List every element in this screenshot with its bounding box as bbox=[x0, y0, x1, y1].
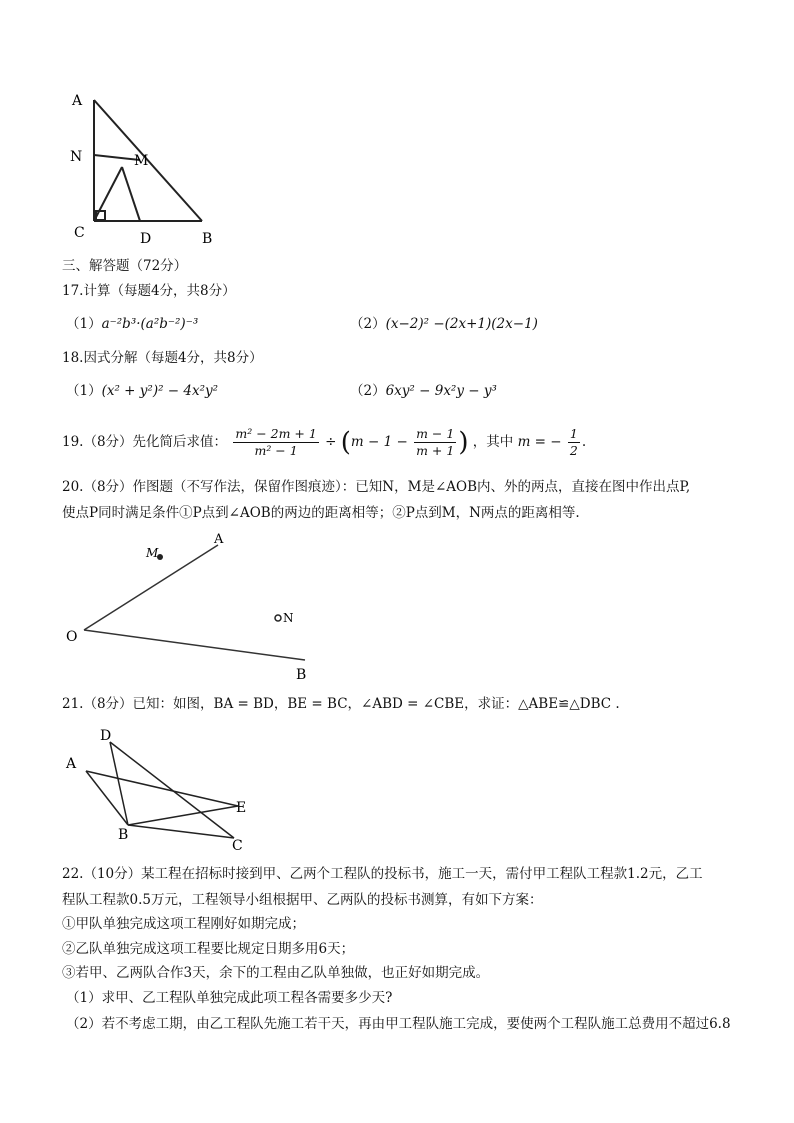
fig21-label-A: A bbox=[66, 756, 77, 772]
q19-f3-num: 1 bbox=[569, 426, 578, 441]
label-M: M bbox=[134, 153, 149, 169]
q18-head: 18.因式分解（每题4分，共8分） bbox=[62, 350, 263, 366]
fig21-label-C: C bbox=[232, 838, 243, 854]
label-N: N bbox=[70, 149, 83, 165]
q19-div: ÷ bbox=[325, 434, 337, 450]
q17-p1-label: （1） bbox=[66, 316, 102, 332]
fig20-label-A: A bbox=[214, 532, 224, 547]
q22-line2: 程队工程款0.5万元，工程领导小组根据甲、乙两队的投标书测算，有如下方案： bbox=[62, 892, 543, 908]
q17-head: 17.计算（每题4分，共8分） bbox=[62, 283, 236, 299]
q22-line7: （2）若不考虑工期，由乙工程队先施工若干天，再由甲工程队施工完成，要使两个工程队施工总费用不超过6.8 bbox=[66, 1016, 731, 1032]
q18-p2-expr: 6xy² − 9x²y − y³ bbox=[385, 383, 497, 399]
q19-f2-den: m + 1 bbox=[416, 443, 455, 458]
q20-line2: 使点P同时满足条件①P点到∠AOB的两边的距离相等；②P点到M，N两点的距离相等. bbox=[62, 505, 580, 521]
q19-fraction-1 bbox=[233, 426, 318, 459]
fig20-label-B: B bbox=[296, 667, 307, 683]
q17-part1 bbox=[66, 314, 198, 334]
q19-fraction-2 bbox=[414, 426, 456, 459]
q22-line5: ③若甲、乙两队合作3天，余下的工程由乙队单独做，也正好如期完成。 bbox=[62, 965, 490, 981]
q17-p2-label: （2） bbox=[350, 316, 386, 332]
fig20-label-M: M bbox=[146, 546, 159, 560]
q22-line1: 22.（10分）某工程在招标时接到甲、乙两个工程队的投标书，施工一天，需付甲工程队工程款1.2元，乙工 bbox=[62, 866, 703, 882]
section-header: 三、解答题（72分） bbox=[62, 258, 188, 274]
q19-f3-den: 2 bbox=[569, 443, 578, 458]
q19-f1-num: m² − 2m + 1 bbox=[235, 426, 317, 441]
fig21-label-D: D bbox=[100, 728, 112, 744]
triangles-figure bbox=[60, 722, 260, 854]
fig20-label-N: N bbox=[283, 611, 294, 625]
q19-mid: m − 1 − bbox=[350, 434, 408, 450]
q19-paren-left: ( bbox=[340, 427, 351, 458]
q19-m-eq: m = − bbox=[517, 434, 562, 450]
fig21-label-E: E bbox=[236, 800, 247, 816]
q18-part2 bbox=[350, 381, 497, 401]
q20-line1: 20.（8分）作图题（不写作法，保留作图痕迹）：已知N，M是∠AOB内、外的两点，直接在图中作出点P, bbox=[62, 479, 691, 495]
label-B: B bbox=[202, 231, 213, 247]
label-A: A bbox=[72, 93, 83, 109]
q18-p2-label: （2） bbox=[350, 383, 386, 399]
q21-line1: 21.（8分）已知：如图，BA = BD，BE = BC，∠ABD = ∠CBE，求证：△ABE≌△DBC . bbox=[62, 696, 620, 712]
q17-part2 bbox=[350, 314, 538, 334]
q18-p1-expr: (x² + y²)² − 4x²y² bbox=[101, 383, 219, 399]
q22-line3: ①甲队单独完成这项工程刚好如期完成； bbox=[62, 916, 305, 932]
q19-paren-right: ) bbox=[458, 427, 469, 458]
q19-where: ，其中 bbox=[472, 434, 514, 450]
q18-p1-label: （1） bbox=[66, 383, 102, 399]
angle-aob-figure bbox=[60, 530, 330, 685]
q22-line6: （1）求甲、乙工程队单独完成此项工程各需要多少天? bbox=[66, 990, 393, 1006]
q18-part1 bbox=[66, 381, 218, 401]
q19-fraction-3 bbox=[568, 426, 580, 459]
q17-p2-expr: (x−2)² −(2x+1)(2x−1) bbox=[385, 316, 538, 332]
fig21-label-B: B bbox=[118, 827, 129, 843]
q17-p1-expr: a⁻²b³·(a²b⁻²)⁻³ bbox=[101, 316, 199, 332]
q22-line4: ②乙队单独完成这项工程要比规定日期多用6天； bbox=[62, 941, 355, 957]
triangle-figure bbox=[60, 85, 230, 250]
q19-f2-num: m − 1 bbox=[416, 426, 455, 441]
fig20-label-O: O bbox=[66, 629, 78, 645]
q19-end: . bbox=[581, 434, 587, 450]
q19-f1-den: m² − 1 bbox=[254, 443, 298, 458]
label-C: C bbox=[74, 225, 85, 241]
point-n bbox=[275, 615, 281, 621]
label-D: D bbox=[140, 231, 152, 247]
q19-prefix: 19.（8分）先化简后求值： bbox=[62, 434, 228, 450]
q19-line bbox=[62, 422, 586, 463]
